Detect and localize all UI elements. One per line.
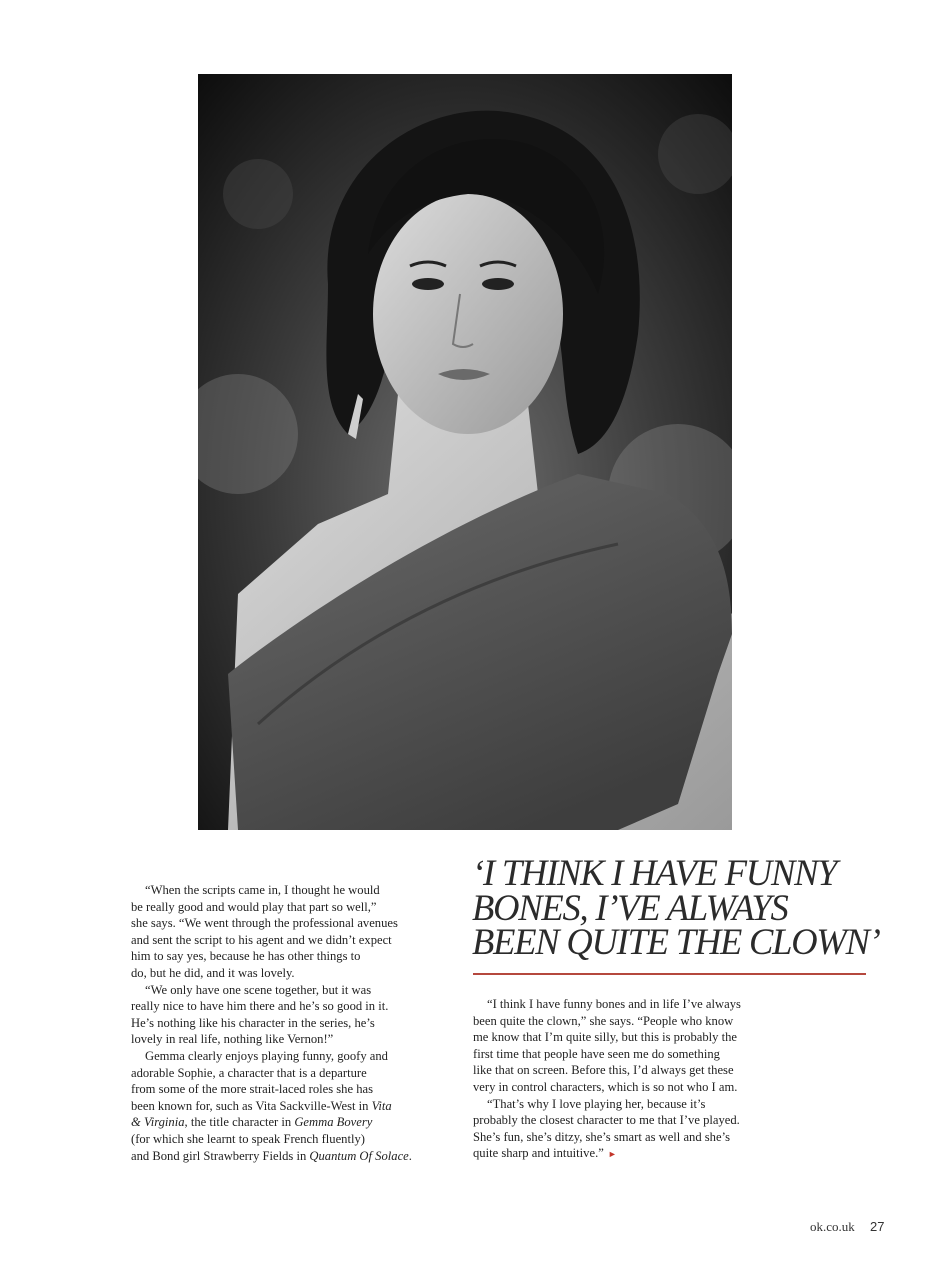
page-footer	[810, 1219, 885, 1235]
title-italic: Quantum Of Solace	[309, 1148, 409, 1163]
body-line: Gemma clearly enjoys playing funny, goofy and	[145, 1048, 388, 1063]
body-line: really nice to have him there and he’s so good in it.	[131, 999, 389, 1014]
body-line: adorable Sophie, a character that is a departure	[131, 1065, 367, 1080]
body-line	[131, 1114, 451, 1131]
body-line	[131, 1098, 451, 1115]
body-line: be really good and would play that part so well,”	[131, 899, 377, 914]
article-column-right	[473, 996, 793, 1163]
body-text: .	[408, 1148, 412, 1163]
body-text: been known for, such as Vita Sackville-West in	[131, 1098, 372, 1113]
body-line: like that on screen. Before this, I’d always get these	[473, 1063, 734, 1078]
body-line: do, but he did, and it was lovely.	[131, 965, 295, 980]
body-line: from some of the more strait-laced roles she has	[131, 1082, 373, 1097]
body-line: probably the closest character to me that I’ve played.	[473, 1113, 740, 1128]
body-line	[131, 1148, 451, 1165]
body-line	[473, 1145, 793, 1163]
body-line: “When the scripts came in, I thought he would	[145, 883, 380, 897]
body-line: She’s fun, she’s ditzy, she’s smart as well and she’s	[473, 1129, 730, 1144]
body-line: me know that I’m quite silly, but this is probably the	[473, 1030, 737, 1045]
body-text: , the title character in	[184, 1115, 295, 1130]
body-line: “We only have one scene together, but it was	[145, 982, 372, 997]
body-text: quite sharp and intuitive.”	[473, 1146, 604, 1161]
pull-quote-rule	[473, 973, 866, 975]
body-line: first time that people have seen me do something	[473, 1046, 720, 1061]
site-url: ok.co.uk	[810, 1219, 855, 1234]
body-line: (for which she learnt to speak French fluently)	[131, 1131, 365, 1146]
pull-quote-line: ‘I THINK I HAVE FUNNY	[472, 852, 837, 893]
article-column-left	[131, 882, 451, 1164]
title-italic: Vita	[371, 1098, 392, 1113]
title-italic: & Virginia	[131, 1115, 185, 1130]
pull-quote-line: BONES, I’VE ALWAYS	[472, 886, 788, 928]
page-number: 27	[870, 1219, 885, 1234]
body-line: she says. “We went through the professional avenues	[131, 916, 398, 931]
body-text: and Bond girl Strawberry Fields in	[131, 1148, 310, 1163]
pull-quote	[472, 852, 880, 962]
end-mark-icon: ►	[607, 1149, 617, 1160]
title-italic: Gemma Bovery	[294, 1115, 373, 1130]
body-line: “I think I have funny bones and in life I’ve always	[487, 997, 741, 1011]
body-line: and sent the script to his agent and we didn’t expect	[131, 932, 392, 947]
pull-quote-line: BEEN QUITE THE CLOWN’	[472, 921, 880, 962]
body-line: very in control characters, which is so not who I am.	[473, 1079, 738, 1094]
body-line: him to say yes, because he has other things to	[131, 949, 361, 964]
portrait-illustration	[198, 74, 732, 830]
portrait-photo	[198, 74, 732, 830]
body-line: been quite the clown,” she says. “People who know	[473, 1013, 734, 1028]
body-line: “That’s why I love playing her, because it’s	[487, 1096, 706, 1111]
body-line: He’s nothing like his character in the series, he’s	[131, 1015, 375, 1030]
body-line: lovely in real life, nothing like Vernon!”	[131, 1032, 334, 1047]
